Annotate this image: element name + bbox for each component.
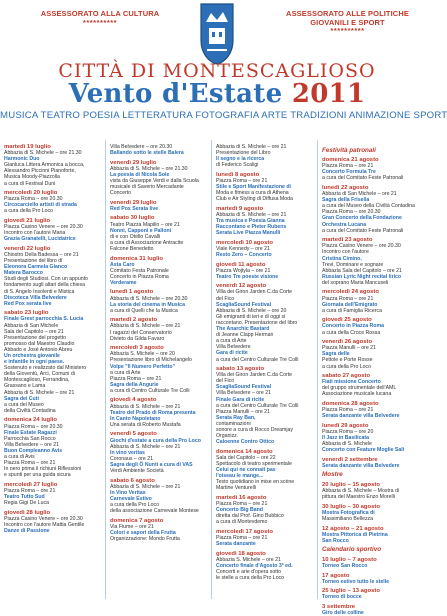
event-line: Presentazione del Libro	[216, 150, 271, 157]
event-line: Giornata dell'Emigrato	[322, 301, 378, 308]
event-date: domenica 7 agosto	[110, 517, 164, 524]
event-date: sabato 13 agosto	[216, 366, 265, 373]
event-line: di e con Otello Cavalli	[110, 233, 161, 240]
event-date: lunedì 8 agosto	[216, 171, 260, 178]
event-date: venerdì 29 luglio	[110, 199, 157, 206]
event-line: Abbazia di S. Michele – ore 21.30	[110, 165, 188, 172]
event-line: Concerto	[110, 190, 132, 197]
event-line: Presentazione libro di Michelangelo	[110, 357, 192, 364]
event-line: di Federico Scaligi	[216, 162, 259, 169]
event-line: Massimiliano Bellezza	[322, 515, 374, 522]
event-line: Incontro con l'autore	[322, 249, 369, 256]
event-line: Finale Grest parrocchia S. Lucia	[4, 316, 84, 323]
event-date: giovedì 25 agosto	[322, 317, 372, 324]
event-line: Mostra Pittorica di Pietrina	[322, 531, 388, 538]
event-line: Piazza Roma – ore 21	[4, 487, 56, 494]
event-line: Montescaglioso, Ferrandina,	[4, 377, 70, 384]
event-line: Stile e Sport Manifestazione di	[216, 184, 291, 191]
event-date: domenica 24 luglio	[4, 417, 58, 424]
event-date: venerdì 12 agosto	[216, 283, 267, 290]
event-line: a cura di Arte	[216, 338, 247, 345]
event-line: Serata danzante	[216, 541, 256, 548]
event-line: Presentazione del libro di	[4, 258, 63, 265]
event-line: Spettacolo di teatro sperimentale	[216, 461, 292, 467]
event-line: Serata Live Piazza Manulli	[216, 230, 281, 237]
event-date: 12 agosto – 21 agosto	[322, 525, 384, 532]
event-line: Ballando sotto le stelle Balera	[110, 150, 184, 157]
event-line: Piazza Roma – ore 21	[322, 295, 374, 302]
event-date: mercoledì 10 agosto	[216, 239, 273, 246]
event-line: a cura di Associazione Antracite	[110, 239, 184, 246]
event-line: Trevi, Dominare e sognare	[322, 261, 384, 268]
event-date: lunedì 29 agosto	[322, 422, 369, 429]
event-line: a cura di Festival Duni	[4, 180, 56, 187]
event-line: a cura di Arte	[110, 369, 141, 376]
event-line: Serata danzante villa Belvedere	[322, 413, 400, 420]
event-line: Buon Compleanno Avis	[4, 447, 63, 454]
event-date: domenica 14 agosto	[216, 448, 273, 455]
event-line: Abbazia di S. Michele – ore 21	[4, 389, 75, 396]
event-line: Piazza Roma – ore 20.30	[4, 423, 63, 430]
event-line: e infantile in ogni paese.	[4, 359, 65, 366]
event-line: Piazza Roma – ore 21	[322, 163, 374, 170]
event-line: Villa Belvedere – ore 21	[4, 441, 59, 448]
event-line: In Canto Napoletano	[110, 415, 161, 422]
event-line: Organizzazione: Mondo Frutta	[110, 535, 180, 542]
event-line: Teatro Tutto Sud	[4, 494, 45, 501]
event-line: a cura del Centro Culturale Tre Colli	[216, 402, 299, 409]
event-line: Martine Venturelli	[216, 485, 257, 492]
event-line: Abbazia di S. Michele – ore 21	[216, 211, 287, 218]
event-date: 10 luglio – 7 agosto	[322, 556, 377, 563]
event-line: Parrocchia San Rocco	[4, 435, 56, 442]
event-date: mercoledì 24 agosto	[322, 289, 379, 296]
programme-column-4	[317, 140, 434, 616]
event-line: Abbazia Sala del Capitolo – ore 21	[322, 267, 402, 274]
event-line: Finale Gara di ricite	[216, 396, 265, 403]
event-line: Piazza Casino Venere – ore 20.30	[4, 224, 83, 231]
event-date: giovedì 28 luglio	[4, 509, 51, 516]
event-line: Carnevale Estivo	[110, 495, 152, 502]
event-line: Abbazia di S. Michele – ore 21	[216, 144, 287, 150]
department-youth-line2: GIOVANILI E SPORT	[310, 17, 385, 27]
event-line: Resto Zero – Concerto	[216, 252, 272, 258]
event-date: sabato 30 luglio	[110, 215, 155, 222]
poster-header	[0, 0, 447, 121]
event-date: giovedì 4 agosto	[110, 397, 157, 404]
event-date: martedì 2 agosto	[110, 317, 158, 324]
event-line: Sagra degli Ö Nunti a cura di VAS	[110, 461, 193, 468]
event-line: Torneo San Rocco	[322, 563, 368, 570]
event-date: sabato 23 luglio	[4, 310, 49, 317]
event-line: Regia Gigi De Luca	[4, 500, 49, 507]
event-line: della associazione Carnevale Montese	[110, 508, 199, 515]
event-line: Una serata di Roberto Mustafa	[110, 421, 181, 428]
event-line: della Civiltà Contadina	[4, 407, 56, 414]
event-line: Abbazia di S. Michele – ore 21.30	[4, 150, 82, 157]
event-line: diretta dal Prof. Gino Bubbico	[216, 513, 284, 520]
event-line: Club e Air Styling di Diffusa Moda	[216, 196, 293, 203]
event-line: Pettole e Porte Rosse	[322, 357, 373, 364]
event-line: Incontro con l'autore Mattia Gentile	[4, 521, 85, 528]
event-line: La storia del cinema in Musica	[110, 301, 185, 308]
event-line: Piazza Casino Venere – ore 20.30	[4, 515, 83, 522]
event-line: a cura di Quelli che la Musica	[110, 307, 178, 314]
event-line: Villa Belvedere – ore 21	[216, 390, 271, 397]
event-line: Abbazia di San Michele – ore 21	[322, 191, 397, 198]
department-culture	[40, 10, 160, 27]
event-line: Villa Belvedere – ore 20.30	[110, 144, 173, 150]
programme-column-1	[0, 140, 103, 599]
event-date: domenica 28 agosto	[322, 400, 379, 407]
event-line: Il segno e la ricerca	[216, 156, 265, 163]
event-line: sonore a cura di Rocco Dreamjay	[216, 427, 293, 434]
event-date: giovedì 21 luglio	[4, 218, 51, 225]
event-date: mercoledì 3 agosto	[110, 345, 164, 352]
event-line: Volpe "Il Numero Perfetto"	[110, 363, 176, 370]
event-line: a cura del Centro Culturale Tre Colli	[216, 356, 299, 363]
event-line: a cura della Pro Loco	[4, 208, 54, 215]
event-line: a cura della Pro Loco	[110, 501, 160, 508]
event-date: domenica 21 agosto	[322, 157, 379, 164]
event-line: Coronaus – ore 21	[110, 455, 153, 462]
event-line: Gianluca Littera Armonica a bocca,	[4, 162, 85, 169]
event-date: mercoledì 27 luglio	[4, 481, 58, 488]
event-line: Colori e sapori della Frutta	[110, 529, 176, 536]
event-line: Danze di Passione	[4, 528, 50, 535]
event-date: lunedì 1 agosto	[110, 289, 154, 296]
event-date: giovedì 18 agosto	[216, 550, 266, 557]
event-line: Piazza Roma – ore 21	[4, 460, 56, 467]
event-line: Tra musica e Poesia Gianna	[216, 218, 285, 225]
event-line: Concerto in Piazza Roma	[110, 273, 169, 280]
event-line: Presentazione del progetto	[4, 334, 67, 341]
event-date: 3 settembre	[322, 604, 356, 610]
event-line: raccontano. Presentazione del libro	[216, 319, 298, 326]
programme-column-2	[105, 140, 209, 599]
event-line: vista da Giuseppe Verdi e dalla Scuola	[110, 177, 199, 184]
event-line: Torneo di bocce	[322, 594, 362, 601]
event-line: Sagra delle	[322, 351, 350, 358]
event-date: sabato 6 agosto	[110, 477, 155, 484]
event-line: Verderame	[110, 279, 137, 286]
event-line: Harmonic Duo	[4, 156, 40, 163]
department-culture-label: ASSESSORATO ALLA CULTURA	[40, 9, 160, 18]
event-line: Matera Barocco	[4, 270, 43, 277]
event-line: di Jeanne Clapp Herman	[216, 332, 274, 339]
event-line: Chiostro Della Badessa – ore 21	[4, 252, 79, 258]
event-line: Mostra Fotografica di	[322, 509, 375, 516]
event-line: Abbado e José Antonio Abreu	[4, 346, 73, 353]
event-line: Piazza Roma – ore 21	[110, 375, 162, 382]
event-line: l'oiseau le mange...	[216, 473, 264, 480]
department-youth-line1: ASSESSORATO ALLE POLITICHE	[286, 9, 409, 18]
event-line: Gara di ricite	[216, 350, 248, 357]
event-line: Orchestra Lucana	[322, 221, 367, 228]
event-line: Sagra della Frisella	[322, 197, 370, 204]
event-date: domenica 31 luglio	[110, 255, 164, 262]
event-line: Musica Moody-Piazzolla	[4, 174, 60, 181]
event-line: Piazza Roma – ore 20.30	[4, 196, 63, 203]
event-line: Abbazia di S. Michele – ore 21	[110, 443, 181, 450]
event-line: Alessandro Piccinni Pianoforte,	[4, 168, 76, 175]
event-line: Incontro con l'autore Maria	[4, 230, 66, 237]
event-line: a cura di Montevdemo	[216, 519, 268, 526]
event-line: ScagliaSound Festival	[216, 384, 272, 391]
event-line: Piazza Casino Venere – ore 20.30	[322, 243, 401, 250]
event-date: lunedì 22 agosto	[322, 184, 369, 191]
event-date: 25 luglio – 13 agosto	[322, 588, 380, 595]
event-line: Villa Belvedere	[216, 344, 251, 351]
event-line: Abbazia di S. Michele – ore 21	[110, 483, 181, 490]
event-line: Sostenuto e realizzato dal Ministero	[4, 365, 87, 372]
event-line: In vino veritas	[110, 449, 145, 456]
event-line: Concerti e arie d'opera sotto	[216, 569, 282, 575]
event-line: Serata Ray Ban,	[216, 414, 256, 421]
event-line: a cura di Famiglia Ricerca	[322, 307, 382, 314]
event-line: Concerto Formula Tre	[322, 169, 376, 176]
event-line: Abbazia di S. Michele – Mostra di	[322, 488, 399, 495]
event-line: Abbazia di San Michele	[4, 322, 59, 329]
event-line: Grazia Granatelli, Lucidatrice	[4, 236, 76, 243]
event-line: Red Pox Serata live	[110, 205, 159, 212]
event-line: The Anarchic Bastard	[216, 326, 270, 333]
event-line: Concerto in Piazza Roma	[322, 323, 384, 330]
event-line: a cura della Croce Rossa	[322, 329, 381, 336]
event-date: venerdì 2 settembre	[322, 456, 378, 463]
event-line: Piazza Roma – ore 21	[216, 501, 268, 508]
event-date: 30 luglio – 30 agosto	[322, 503, 380, 510]
event-line: I ragazzi del Conservatorio	[110, 329, 172, 336]
event-line: Villa dei Giron Jarden C.da Corte	[216, 289, 293, 296]
event-line: Teatro Piazza Mapilio – ore 21	[110, 221, 180, 228]
department-youth-sport	[285, 10, 410, 36]
event-date: 17 agosto	[322, 572, 350, 579]
event-line: Concerto Big Band	[216, 507, 263, 514]
event-line: Abbazia di S. Michele – ore 21	[110, 403, 181, 410]
event-line: Nonni, Capponi e Palloni	[110, 227, 172, 234]
event-line: pittura del Maestro Enzo Morelli	[322, 494, 395, 501]
event-line: a cura di Avis	[4, 454, 35, 460]
event-line: del Fico	[216, 378, 235, 385]
event-line: Gli emigranti di ieri e di oggi si	[216, 313, 286, 320]
event-line: a cura del Museo della Civiltà Contadina	[322, 203, 415, 210]
department-youth-stars: **********	[330, 26, 365, 35]
event-line: Concerto finale d'Agosto 3ª ed.	[216, 562, 293, 569]
event-line: a cura del Comitato Feste Patronali	[322, 175, 404, 182]
event-date: martedì 23 agosto	[322, 237, 373, 244]
event-line: a cura del Comitato Feste Patronali	[322, 227, 404, 234]
event-line: Villa dei Giron Jarden C.da Corte	[216, 372, 293, 379]
event-date: venerdì 29 luglio	[110, 159, 157, 166]
event-line: San Rocco	[322, 537, 349, 544]
city-name: CITTÀ DI MONTESCAGLIOSO	[58, 60, 376, 82]
event-line: Caloenne Contro Ottico	[216, 439, 275, 446]
event-line: Via Fiume – ore 21	[110, 523, 154, 530]
event-line: del gruppo strumentale dell'AML	[322, 385, 397, 392]
event-title-words: Vento d'Estate	[68, 79, 283, 109]
event-line: Teatro del Prado di Roma presenta	[110, 409, 196, 416]
event-line: Piazza Roma – ore 21	[216, 535, 268, 542]
city-crest-icon	[197, 0, 237, 66]
event-line: Piazza Roma – ore 21	[322, 407, 374, 414]
event-date: 20 luglio – 15 agosto	[322, 482, 380, 488]
event-line: Red Pox serata live	[4, 300, 52, 307]
event-line: Circocarciello artisti di strada	[4, 202, 77, 209]
event-line: Divieto da Gilda Favaro	[110, 335, 165, 342]
event-date: martedì 19 luglio	[4, 144, 51, 150]
event-tagline: MUSICA TEATRO POESIA LETTERATURA FOTOGRAFIA ARTE TRADIZIONI ANIMAZIONE SPORT	[0, 110, 447, 121]
event-line: Teatro Tre poeste visione	[216, 273, 279, 280]
event-line: le stelle a cura della Pro Loco	[216, 575, 285, 582]
event-line: e spunti per una guida sicura	[4, 472, 71, 479]
event-line: Piazza Roma – ore 20	[322, 428, 374, 435]
department-culture-stars: **********	[82, 17, 118, 27]
event-line: contaminazioni	[216, 420, 251, 427]
event-line: Piazza Roma – ore 21	[216, 177, 268, 184]
event-line: Fiati missione Concerto	[322, 379, 381, 386]
event-line: a cura della Pro Loco	[322, 363, 372, 370]
event-line: Giro delle colline	[322, 610, 364, 616]
event-line: Piazza Manulli – ore 21	[216, 408, 270, 415]
event-line: Eleonora Carmela Gianco	[4, 264, 68, 271]
event-line: Organizz.	[216, 433, 239, 440]
event-line: Il Jazz in Basilicata	[322, 434, 369, 441]
event-line: Piazza Roma – ore 20.30	[322, 209, 381, 216]
event-line: Abbazia S. Michele – ore 21	[216, 556, 281, 563]
event-title	[0, 79, 434, 109]
event-line: Abbazia di S. Michele – ore 20.30	[110, 295, 188, 302]
event-line: Moda e fitness a cura di Athena	[216, 190, 289, 197]
event-line: Grassano e Lama	[4, 383, 46, 390]
event-line: ScagliaSound Festival	[216, 301, 272, 308]
event-line: Sagra dei Cuti	[4, 395, 39, 402]
event-line: Russian Lyric Night recital lirico	[322, 273, 402, 280]
event-line: Abbazia di S. Michele	[322, 441, 372, 448]
event-date: mercoledì 17 agosto	[216, 528, 273, 535]
event-line: a cura del Museo	[4, 401, 44, 408]
event-line: a cura di Centro Culturale Tre Colli	[110, 387, 190, 394]
event-line: Sagra della Angurie	[110, 381, 159, 388]
event-line: Studi degli Studiosi. Con un appunto	[4, 276, 88, 283]
event-title-year: 2011	[291, 79, 366, 109]
event-line: Un orchestra giovanile	[4, 353, 60, 359]
event-date: venerdì 5 agosto	[110, 431, 157, 438]
event-line: della Gioventù, Arci, Comuni di	[4, 371, 75, 378]
event-line: Sala del Capitolo – ore 21	[4, 328, 64, 335]
event-line: Gran Concerto della Fondazione	[322, 215, 402, 222]
event-line: musicale di Saverio Mercadante	[110, 184, 184, 191]
event-line: Cristina Cimino,	[322, 255, 362, 262]
event-line: Torneo estivo tutto le stelle	[322, 578, 390, 585]
event-line: Sala del Capitolo – ore 22	[216, 454, 276, 461]
event-line: del soprano Maria Mancuseli	[322, 279, 389, 286]
event-line: Piazza Wojtyla – ore 21	[216, 267, 271, 274]
event-line: Raccontano e Pieter Rubens	[216, 224, 287, 231]
event-date: martedì 9 agosto	[216, 205, 264, 212]
event-date: sabato 27 agosto	[322, 373, 371, 380]
event-line: La poesia di Nicola Sole	[110, 171, 170, 178]
event-line: Abbazia di S. Michele – ore 20	[216, 307, 287, 314]
event-line: Finale Estate Ragazzi	[4, 429, 57, 436]
event-line: promosso dal Maestro Claudio	[4, 340, 75, 347]
event-date: venerdì 22 luglio	[4, 245, 51, 252]
section-heading: Calendario sportivo	[322, 546, 382, 554]
event-line: Asta Caro	[110, 261, 135, 268]
event-line: Associazione musicale lucana	[322, 391, 392, 398]
event-line: di S. Angelo Insolenti e Mistica	[4, 288, 75, 295]
event-line: Serata danzante villa Belvedere	[322, 462, 400, 469]
event-line: fondamento sugli altari della chiesa	[4, 282, 86, 289]
event-line: Viale Kennedy – ore 21	[216, 245, 270, 252]
event-line: Giochi d'estate a cura della Pro Loco	[110, 437, 201, 444]
event-line: Falcone Benedetto	[110, 245, 154, 252]
event-date: martedì 16 agosto	[216, 494, 267, 501]
section-heading: Mostre	[322, 471, 343, 479]
event-date: mercoledì 20 luglio	[4, 190, 58, 197]
event-line: In Vino Veritas	[110, 489, 146, 496]
event-line: Concerto con Feature Moglie Sali	[322, 447, 405, 454]
section-heading: Festività patronali	[322, 146, 376, 154]
event-date: venerdì 26 agosto	[322, 339, 373, 346]
event-line: Verdi Ambiente Società	[110, 468, 164, 474]
event-line: Comitato Festa Patronale	[110, 267, 169, 274]
event-line: del Fico	[216, 295, 235, 302]
event-line: Piazza Manulli – ore 21	[322, 345, 376, 352]
event-line: Testo quotidiano in mise en scène	[216, 479, 295, 486]
event-line: Discoteca Villa Belvedere	[4, 294, 67, 301]
event-line: Abbazia S. Michele – ore 20	[110, 351, 175, 358]
event-line: Celui qui ne connait pas	[216, 467, 276, 474]
event-line: Abbazia di S. Michele – ore 21	[110, 323, 181, 330]
event-date: giovedì 11 agosto	[216, 261, 266, 268]
programme-column-3	[211, 140, 315, 599]
event-line: In nero prima il richiuni Riflessioni	[4, 466, 82, 473]
